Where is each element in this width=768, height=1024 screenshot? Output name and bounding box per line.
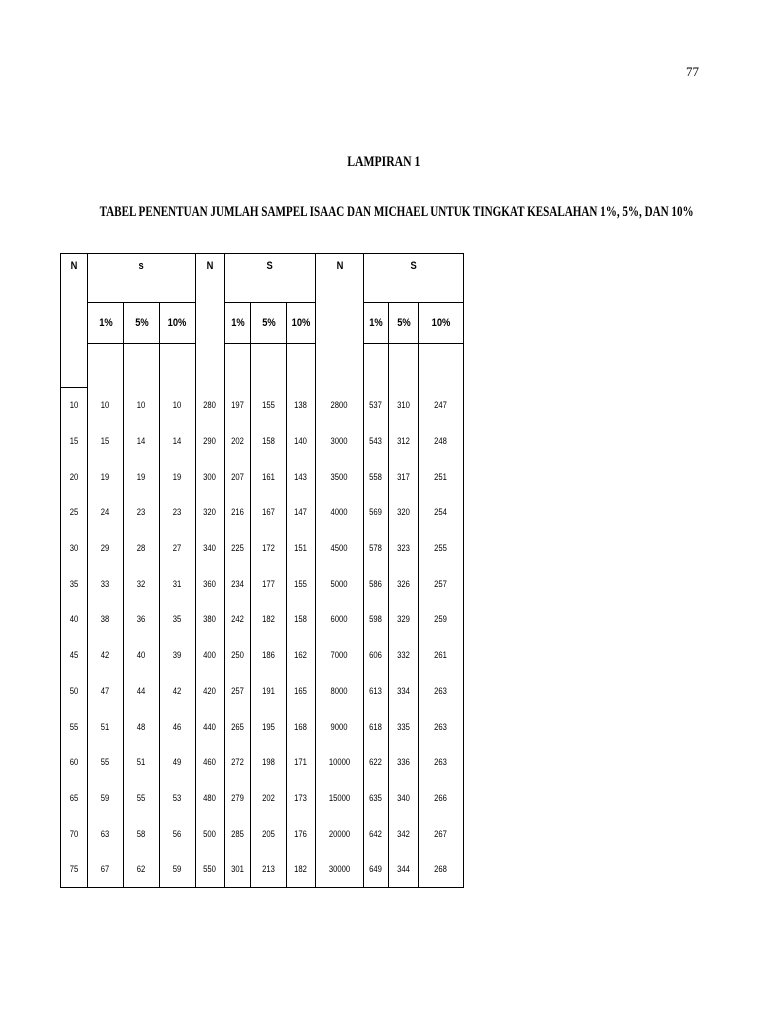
cell-s3-1pct: 537 [364, 387, 389, 423]
header-5pct: 5% [251, 303, 287, 344]
cell-s3-10pct: 251 [419, 459, 464, 495]
cell-s3-5pct: 317 [389, 459, 419, 495]
cell-n-col-2: 380 [196, 602, 225, 638]
table-row [61, 816, 464, 852]
cell-n-col-2: 550 [196, 851, 225, 887]
cell-s3-10pct: 266 [419, 780, 464, 816]
table-row [61, 530, 464, 566]
cell-s3-5pct: 344 [389, 851, 419, 887]
cell-s1-5pct: 58 [124, 816, 160, 852]
cell-n-col-2: 280 [196, 387, 225, 423]
cell-s2-1pct: 197 [225, 387, 251, 423]
header-10pct: 10% [287, 303, 316, 344]
cell-s1-10pct: 59 [160, 851, 196, 887]
cell-n-col-2: 300 [196, 459, 225, 495]
cell-s2-10pct: 147 [287, 495, 316, 531]
cell-s1-10pct: 56 [160, 816, 196, 852]
cell-n-col-2: 340 [196, 530, 225, 566]
cell-n-col-1: 10 [61, 387, 88, 423]
cell-n-col-1: 60 [61, 744, 88, 780]
cell-n-col-2: 420 [196, 673, 225, 709]
cell-s1-5pct: 23 [124, 495, 160, 531]
cell-s1-10pct: 14 [160, 423, 196, 459]
table-row [61, 673, 464, 709]
cell-n-col-1: 35 [61, 566, 88, 602]
cell-s1-10pct: 49 [160, 744, 196, 780]
cell-n-col-3: 4500 [316, 530, 364, 566]
cell-s1-1pct: 63 [88, 816, 124, 852]
cell-s2-10pct: 151 [287, 530, 316, 566]
cell-s2-10pct: 182 [287, 851, 316, 887]
cell-n-col-3: 7000 [316, 637, 364, 673]
cell-s1-10pct: 39 [160, 637, 196, 673]
cell-s2-5pct: 195 [251, 709, 287, 745]
cell-s1-1pct: 51 [88, 709, 124, 745]
cell-s3-10pct: 247 [419, 387, 464, 423]
cell-n-col-1: 20 [61, 459, 88, 495]
header-10pct: 10% [160, 303, 196, 344]
cell-s2-10pct: 176 [287, 816, 316, 852]
cell-s2-5pct: 177 [251, 566, 287, 602]
cell-s3-10pct: 261 [419, 637, 464, 673]
cell-s1-10pct: 10 [160, 387, 196, 423]
cell-n-col-1: 50 [61, 673, 88, 709]
header-10pct: 10% [419, 303, 464, 344]
cell-n-col-1: 70 [61, 816, 88, 852]
cell-s2-1pct: 207 [225, 459, 251, 495]
table-row [61, 495, 464, 531]
cell-s3-5pct: 332 [389, 637, 419, 673]
cell-s1-5pct: 32 [124, 566, 160, 602]
table-row [61, 423, 464, 459]
cell-s2-10pct: 155 [287, 566, 316, 602]
cell-s1-1pct: 33 [88, 566, 124, 602]
cell-s2-1pct: 250 [225, 637, 251, 673]
cell-s3-1pct: 569 [364, 495, 389, 531]
cell-s2-5pct: 191 [251, 673, 287, 709]
cell-s2-1pct: 202 [225, 423, 251, 459]
cell-s1-1pct: 55 [88, 744, 124, 780]
cell-s1-10pct: 23 [160, 495, 196, 531]
cell-s2-1pct: 301 [225, 851, 251, 887]
cell-n-col-3: 9000 [316, 709, 364, 745]
cell-s1-5pct: 51 [124, 744, 160, 780]
cell-n-col-3: 15000 [316, 780, 364, 816]
cell-n-col-1: 25 [61, 495, 88, 531]
cell-s3-10pct: 263 [419, 744, 464, 780]
cell-s3-1pct: 622 [364, 744, 389, 780]
cell-s3-1pct: 606 [364, 637, 389, 673]
cell-s1-10pct: 46 [160, 709, 196, 745]
table-row [61, 709, 464, 745]
cell-n-col-3: 8000 [316, 673, 364, 709]
cell-n-col-2: 360 [196, 566, 225, 602]
cell-s2-1pct: 225 [225, 530, 251, 566]
cell-s3-10pct: 255 [419, 530, 464, 566]
cell-s2-5pct: 161 [251, 459, 287, 495]
cell-s2-10pct: 162 [287, 637, 316, 673]
cell-n-col-2: 320 [196, 495, 225, 531]
cell-s3-10pct: 257 [419, 566, 464, 602]
cell-s1-1pct: 19 [88, 459, 124, 495]
cell-s3-10pct: 267 [419, 816, 464, 852]
table-body [61, 344, 464, 888]
cell-s3-10pct: 268 [419, 851, 464, 887]
header-s-3: S [364, 254, 464, 303]
cell-s2-10pct: 158 [287, 602, 316, 638]
cell-n-col-1: 30 [61, 530, 88, 566]
cell-s3-10pct: 254 [419, 495, 464, 531]
cell-s2-5pct: 205 [251, 816, 287, 852]
cell-n-col-1: 40 [61, 602, 88, 638]
cell-s1-1pct: 47 [88, 673, 124, 709]
cell-s2-5pct: 167 [251, 495, 287, 531]
table-row [61, 602, 464, 638]
cell-s3-5pct: 312 [389, 423, 419, 459]
cell-n-col-3: 10000 [316, 744, 364, 780]
cell-s3-1pct: 558 [364, 459, 389, 495]
cell-s1-10pct: 53 [160, 780, 196, 816]
cell-s2-10pct: 165 [287, 673, 316, 709]
cell-n-col-1: 65 [61, 780, 88, 816]
cell-s1-5pct: 36 [124, 602, 160, 638]
cell-s1-10pct: 31 [160, 566, 196, 602]
header-s-1: s [88, 254, 196, 303]
header-n-1: N [61, 254, 88, 344]
cell-s1-10pct: 35 [160, 602, 196, 638]
cell-s3-1pct: 635 [364, 780, 389, 816]
cell-n-col-2: 500 [196, 816, 225, 852]
cell-s2-10pct: 168 [287, 709, 316, 745]
cell-n-col-1: 45 [61, 637, 88, 673]
cell-s3-5pct: 329 [389, 602, 419, 638]
cell-s2-10pct: 140 [287, 423, 316, 459]
table-row [61, 744, 464, 780]
cell-n-col-2: 290 [196, 423, 225, 459]
cell-s3-10pct: 248 [419, 423, 464, 459]
table-row [61, 780, 464, 816]
cell-s3-5pct: 334 [389, 673, 419, 709]
cell-s1-5pct: 48 [124, 709, 160, 745]
cell-s2-1pct: 279 [225, 780, 251, 816]
cell-s1-5pct: 55 [124, 780, 160, 816]
cell-n-col-3: 6000 [316, 602, 364, 638]
cell-s2-1pct: 285 [225, 816, 251, 852]
cell-s1-10pct: 19 [160, 459, 196, 495]
cell-s3-5pct: 323 [389, 530, 419, 566]
header-1pct: 1% [225, 303, 251, 344]
header-n-2: N [196, 254, 225, 344]
cell-s1-1pct: 67 [88, 851, 124, 887]
cell-s3-5pct: 326 [389, 566, 419, 602]
cell-s1-5pct: 14 [124, 423, 160, 459]
cell-s2-5pct: 186 [251, 637, 287, 673]
cell-s3-1pct: 586 [364, 566, 389, 602]
table-row [61, 459, 464, 495]
cell-s2-10pct: 138 [287, 387, 316, 423]
cell-s3-5pct: 342 [389, 816, 419, 852]
cell-n-col-2: 480 [196, 780, 225, 816]
cell-s1-1pct: 29 [88, 530, 124, 566]
cell-s1-1pct: 10 [88, 387, 124, 423]
cell-s1-1pct: 15 [88, 423, 124, 459]
cell-s2-1pct: 242 [225, 602, 251, 638]
cell-s1-10pct: 42 [160, 673, 196, 709]
table-row [61, 851, 464, 887]
header-n-3: N [316, 254, 364, 344]
cell-s1-5pct: 28 [124, 530, 160, 566]
cell-n-col-3: 20000 [316, 816, 364, 852]
table-spacer-row [61, 344, 464, 388]
table-row [61, 637, 464, 673]
cell-n-col-2: 460 [196, 744, 225, 780]
cell-n-col-1: 55 [61, 709, 88, 745]
page-number: 77 [686, 64, 699, 79]
table-title: TABEL PENENTUAN JUMLAH SAMPEL ISAAC DAN MICHAEL UNTUK TINGKAT KESALAHAN 1%, 5%, DAN 10% [99, 204, 694, 220]
cell-s1-5pct: 19 [124, 459, 160, 495]
cell-s2-1pct: 265 [225, 709, 251, 745]
cell-s3-1pct: 543 [364, 423, 389, 459]
page-heading: LAMPIRAN 1 [347, 154, 421, 170]
cell-s2-1pct: 234 [225, 566, 251, 602]
cell-s3-5pct: 335 [389, 709, 419, 745]
cell-s2-5pct: 158 [251, 423, 287, 459]
cell-s2-5pct: 198 [251, 744, 287, 780]
cell-s3-1pct: 642 [364, 816, 389, 852]
header-1pct: 1% [364, 303, 389, 344]
cell-s1-5pct: 40 [124, 637, 160, 673]
cell-n-col-3: 30000 [316, 851, 364, 887]
cell-s2-1pct: 216 [225, 495, 251, 531]
cell-s3-1pct: 598 [364, 602, 389, 638]
cell-n-col-3: 3500 [316, 459, 364, 495]
cell-s3-5pct: 336 [389, 744, 419, 780]
cell-n-col-3: 3000 [316, 423, 364, 459]
cell-s2-1pct: 272 [225, 744, 251, 780]
cell-s3-10pct: 263 [419, 709, 464, 745]
cell-s3-10pct: 259 [419, 602, 464, 638]
cell-n-col-2: 400 [196, 637, 225, 673]
cell-s2-10pct: 173 [287, 780, 316, 816]
cell-s2-5pct: 155 [251, 387, 287, 423]
header-s-2: S [225, 254, 316, 303]
header-5pct: 5% [124, 303, 160, 344]
cell-s3-1pct: 649 [364, 851, 389, 887]
cell-s1-1pct: 24 [88, 495, 124, 531]
cell-s2-5pct: 202 [251, 780, 287, 816]
cell-s1-5pct: 10 [124, 387, 160, 423]
sample-size-table-container [60, 253, 464, 888]
cell-s2-1pct: 257 [225, 673, 251, 709]
cell-s2-5pct: 172 [251, 530, 287, 566]
cell-s3-10pct: 263 [419, 673, 464, 709]
cell-s1-10pct: 27 [160, 530, 196, 566]
cell-s2-5pct: 213 [251, 851, 287, 887]
cell-s3-1pct: 578 [364, 530, 389, 566]
cell-s2-10pct: 143 [287, 459, 316, 495]
cell-s3-5pct: 340 [389, 780, 419, 816]
cell-s3-5pct: 320 [389, 495, 419, 531]
sample-size-table [60, 253, 464, 888]
cell-s1-1pct: 59 [88, 780, 124, 816]
cell-s3-1pct: 618 [364, 709, 389, 745]
header-5pct: 5% [389, 303, 419, 344]
cell-s3-5pct: 310 [389, 387, 419, 423]
cell-s3-1pct: 613 [364, 673, 389, 709]
cell-s2-5pct: 182 [251, 602, 287, 638]
cell-s1-1pct: 38 [88, 602, 124, 638]
table-row [61, 566, 464, 602]
header-1pct: 1% [88, 303, 124, 344]
cell-s1-1pct: 42 [88, 637, 124, 673]
cell-n-col-1: 75 [61, 851, 88, 887]
cell-n-col-3: 5000 [316, 566, 364, 602]
cell-s1-5pct: 62 [124, 851, 160, 887]
cell-n-col-2: 440 [196, 709, 225, 745]
cell-n-col-3: 2800 [316, 387, 364, 423]
table-row [61, 387, 464, 423]
cell-s1-5pct: 44 [124, 673, 160, 709]
cell-n-col-1: 15 [61, 423, 88, 459]
cell-s2-10pct: 171 [287, 744, 316, 780]
cell-n-col-3: 4000 [316, 495, 364, 531]
